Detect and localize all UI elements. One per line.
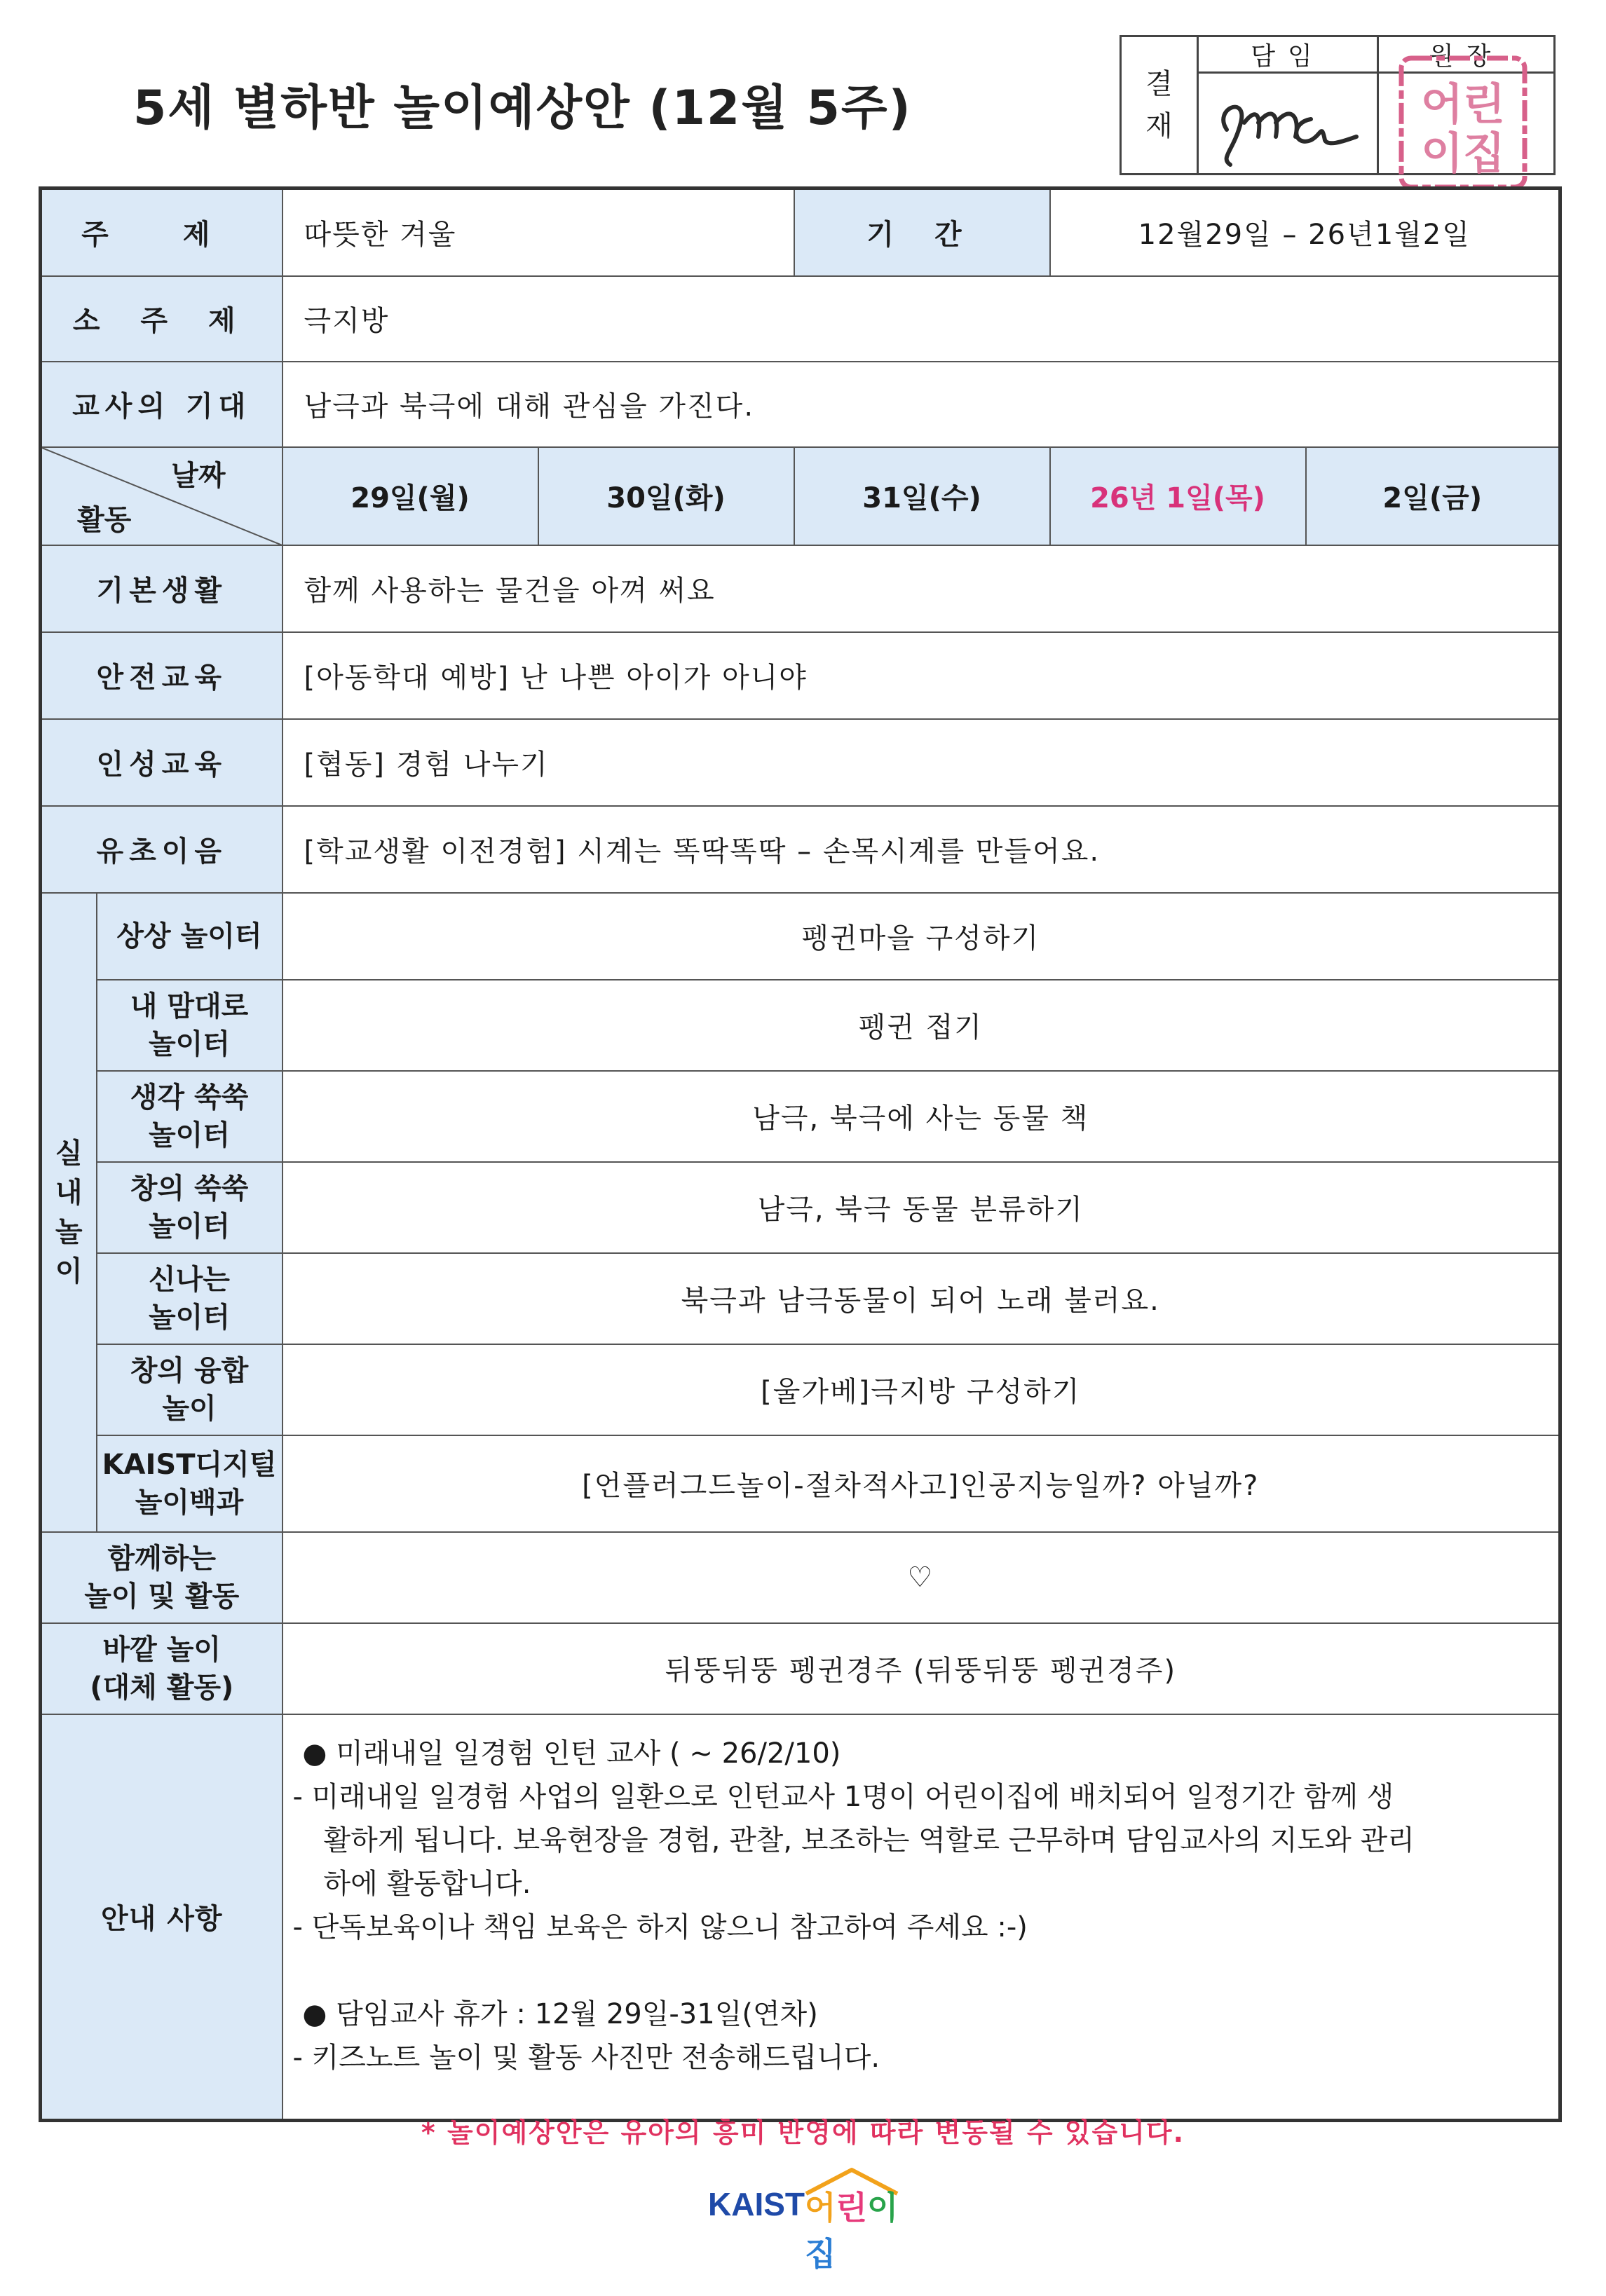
corner-activity-label: 활동: [77, 503, 132, 536]
subtheme-value: 극지방: [283, 276, 1560, 362]
outdoor-value: 뒤뚱뒤뚱 펭귄경주 (뒤뚱뒤뚱 펭귄경주): [283, 1623, 1560, 1714]
indoor-item-value: 북극과 남극동물이 되어 노래 불러요.: [283, 1253, 1560, 1344]
indoor-item-label: 상상 놀이터: [97, 893, 283, 980]
together-label: 함께하는 놀이 및 활동: [41, 1532, 283, 1623]
together-value: ♡: [283, 1532, 1560, 1623]
day-header: 2일(금): [1306, 447, 1560, 545]
basic-life-row: [41, 545, 1560, 632]
day-header: 29일(월): [283, 447, 538, 545]
character-row: [41, 719, 1560, 806]
kaist-daycare-logo: [701, 2166, 925, 2273]
indoor-row: [41, 1435, 1560, 1532]
period-label: 기 간: [794, 189, 1050, 276]
svg-text:어린: 어린: [1421, 78, 1505, 130]
indoor-row: [41, 1162, 1560, 1253]
approval-label: 결 재: [1122, 37, 1199, 173]
indoor-row: [41, 1344, 1560, 1435]
character-label: 인성교육: [41, 719, 283, 806]
theme-value: 따뜻한 겨울: [283, 189, 794, 276]
expectation-label: 교사의 기대: [41, 362, 283, 447]
date-activity-corner: [41, 447, 283, 545]
basic-life-label: 기본생활: [41, 545, 283, 632]
indoor-row: [41, 980, 1560, 1071]
page-title: 5세 별하반 놀이예상안 (12월 5주): [133, 81, 912, 136]
teacher-signature: [1199, 74, 1379, 173]
indoor-item-label: 신나는 놀이터: [97, 1253, 283, 1344]
indoor-row: [41, 893, 1560, 980]
basic-life-value: 함께 사용하는 물건을 아껴 써요: [283, 545, 1560, 632]
day-header-holiday: 26년 1일(목): [1050, 447, 1306, 545]
indoor-item-label: 창의 융합 놀이: [97, 1344, 283, 1435]
day-header: 31일(수): [794, 447, 1050, 545]
indoor-item-label: 생각 쑥쑥 놀이터: [97, 1071, 283, 1162]
indoor-row: [41, 1071, 1560, 1162]
director-stamp: [1379, 74, 1553, 179]
notice-line: 하에 활동합니다.: [323, 1867, 531, 1900]
transition-value: [학교생활 이전경험] 시계는 똑딱똑딱 – 손목시계를 만들어요.: [283, 806, 1560, 893]
notice-row: [41, 1714, 1560, 2121]
logo-text: 어린이집: [805, 2189, 899, 2273]
indoor-play-label: 실 내 놀 이: [41, 893, 97, 1532]
indoor-row: [41, 1253, 1560, 1344]
indoor-item-label: 내 맘대로 놀이터: [97, 980, 283, 1071]
indoor-item-value: 펭귄마을 구성하기: [283, 893, 1560, 980]
transition-label: 유초이음: [41, 806, 283, 893]
logo-brand: KAIST: [708, 2186, 805, 2222]
character-value: [협동] 경험 나누기: [283, 719, 1560, 806]
theme-label: 주 제: [41, 189, 283, 276]
expectation-value: 남극과 북극에 대해 관심을 가진다.: [283, 362, 1560, 447]
notice-line: - 단독보육이나 책임 보육은 하지 않으니 참고하여 주세요 :-): [292, 1911, 1028, 1943]
indoor-item-value: 남극, 북극에 사는 동물 책: [283, 1071, 1560, 1162]
notice-content: [283, 1714, 1560, 2121]
period-value: 12월29일 – 26년1월2일: [1050, 189, 1560, 276]
indoor-item-label: KAIST디지털 놀이백과: [97, 1435, 283, 1532]
approval-box: [1120, 35, 1556, 179]
outdoor-label: 바깥 놀이 (대체 활동): [41, 1623, 283, 1714]
days-row: [41, 447, 1560, 545]
notice-label: 안내 사항: [41, 1714, 283, 2121]
indoor-item-value: [울가베]극지방 구성하기: [283, 1344, 1560, 1435]
together-row: [41, 1532, 1560, 1623]
outdoor-row: [41, 1623, 1560, 1714]
theme-row: [41, 189, 1560, 276]
svg-text:이집: 이집: [1421, 128, 1505, 179]
expectation-row: [41, 362, 1560, 447]
play-plan-table: [39, 186, 1562, 2122]
approval-director-header: 원장: [1379, 37, 1553, 74]
notice-line: ● 담임교사 휴가 : 12월 29일-31일(연차): [302, 1997, 818, 2030]
subtheme-row: [41, 276, 1560, 362]
notice-line: - 키즈노트 놀이 및 활동 사진만 전송해드립니다.: [292, 2041, 880, 2074]
transition-row: [41, 806, 1560, 893]
safety-label: 안전교육: [41, 632, 283, 719]
notice-line: 활하게 됩니다. 보육현장을 경험, 관찰, 보조하는 역할로 근무하며 담임교사의 지도와 관리: [323, 1824, 1415, 1857]
subtheme-label: 소 주 제: [41, 276, 283, 362]
safety-value: [아동학대 예방] 난 나쁜 아이가 아니야: [283, 632, 1560, 719]
signature-icon: [1206, 81, 1367, 172]
indoor-item-value: 남극, 북극 동물 분류하기: [283, 1162, 1560, 1253]
footnote: * 놀이예상안은 유아의 흥미 반영에 따라 변동될 수 있습니다.: [421, 2117, 1185, 2148]
indoor-item-value: [언플러그드놀이-절차적사고]인공지능일까? 아닐까?: [283, 1435, 1560, 1532]
indoor-item-value: 펭귄 접기: [283, 980, 1560, 1071]
indoor-item-label: 창의 쑥쑥 놀이터: [97, 1162, 283, 1253]
seal-stamp-icon: [1393, 53, 1533, 193]
approval-teacher-header: 담임: [1199, 37, 1379, 74]
day-header: 30일(화): [538, 447, 794, 545]
notice-line: - 미래내일 일경험 사업의 일환으로 인턴교사 1명이 어린이집에 배치되어 일정기간 함께 생: [292, 1780, 1394, 1813]
corner-date-label: 날짜: [171, 459, 226, 492]
notice-line: ● 미래내일 일경험 인턴 교사 ( ~ 26/2/10): [302, 1737, 841, 1770]
safety-row: [41, 632, 1560, 719]
